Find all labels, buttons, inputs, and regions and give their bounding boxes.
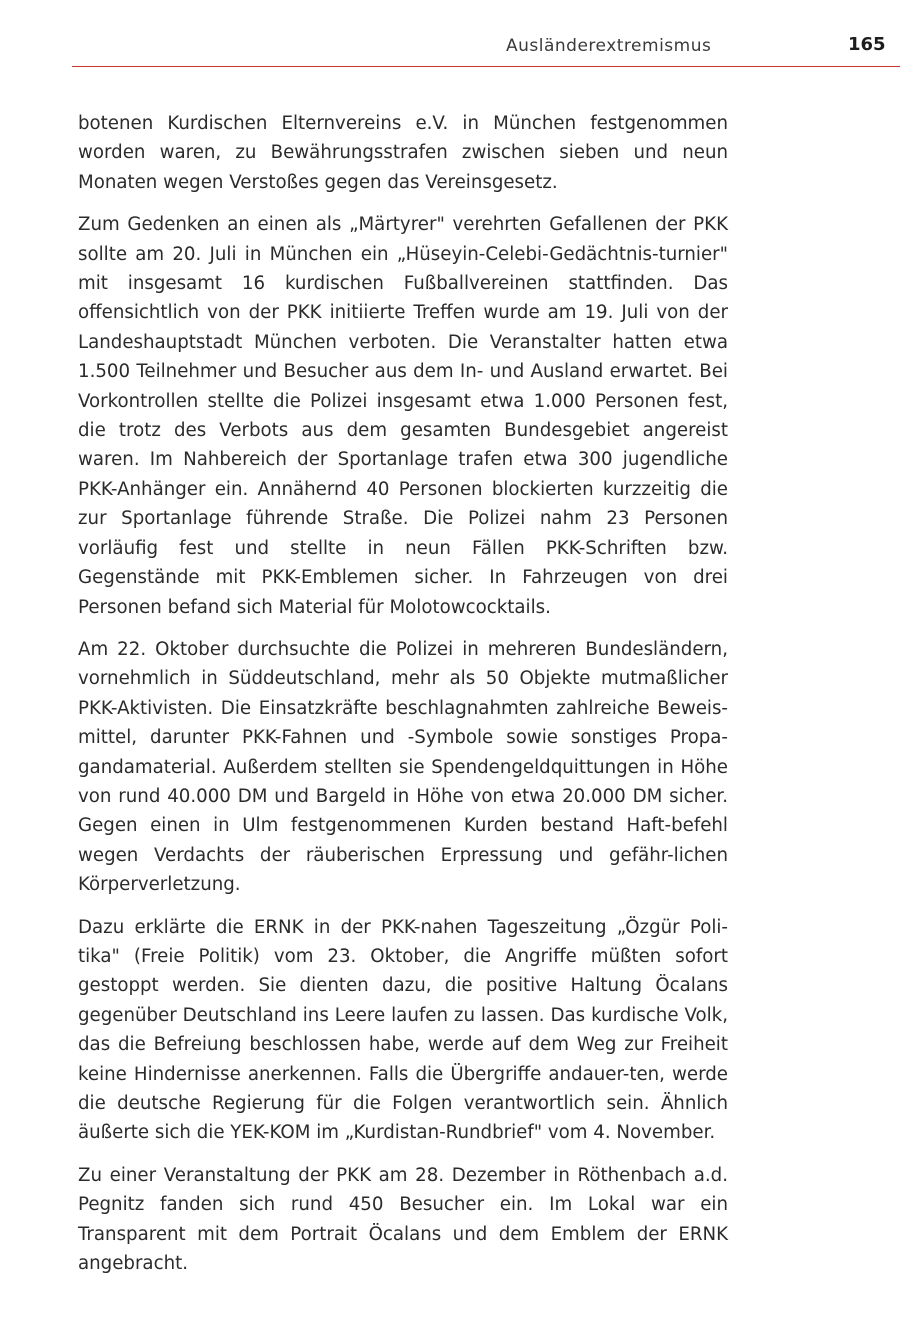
header-rule — [72, 66, 900, 67]
running-title: Ausländerextremismus — [506, 36, 712, 56]
paragraph: botenen Kurdischen Elternvereins e.V. in München festgenommen worden waren, zu Bewährungsstrafen zwischen sieben und neun Monaten wegen Verstoßes gegen das Vereinsgesetz. — [78, 113, 728, 193]
paragraph: Zum Gedenken an einen als „Märtyrer" verehrten Gefallenen der PKK sollte am 20. Juli in München ein „Hüseyin-Celebi-Gedächtnis-turnier" mit insgesamt 16 kurdischen Fußballvereinen stattfinden. Das offensichtlich von der PKK initiierte Treffen wurde am 19. Juli von der Landeshauptstadt München verboten. Die Veranstalter hatten etwa 1.500 Teilnehmer und Besucher aus dem In- und Ausland erwartet. Bei Vorkontrollen stellte die Polizei insgesamt etwa 1.000 Personen fest, die trotz des Verbots aus dem gesamten Bundesgebiet angereist waren. Im Nahbereich der Sportanlage trafen etwa 300 jugendliche PKK-Anhänger ein. Annähernd 40 Personen blockierten kurzzeitig die zur Sportanlage führende Straße. Die Polizei nahm 23 Personen vorläufig fest und stellte in neun Fällen PKK-Schriften bzw. Gegenstände mit PKK-Emblemen sicher. In Fahrzeugen von drei Personen befand sich Material für Molotowcocktails. — [78, 214, 728, 618]
paragraph: Zu einer Veranstaltung der PKK am 28. Dezember in Röthenbach a.d. Pegnitz fanden sich rund 450 Besucher ein. Im Lokal war ein Transparent mit dem Portrait Öcalans und dem Emblem der ERNK angebracht. — [78, 1164, 728, 1275]
page-header — [0, 0, 900, 80]
paragraph: Am 22. Oktober durchsuchte die Polizei in mehreren Bundesländern, vornehmlich in Süddeutschland, mehr als 50 Objekte mutmaßlicher PKK-Aktivisten. Die Einsatzkräfte beschlagnahmten zahlreiche Beweis-mittel, darunter PKK-Fahnen und -Symbole sowie sonstiges Propa-gandamaterial. Außerdem stellten sie Spendengeldquittungen in Höhe von rund 40.000 DM und Bargeld in Höhe von etwa 20.000 DM sicher. Gegen einen in Ulm festgenommenen Kurden bestand Haft-befehl wegen Verdachts der räuberischen Erpressung und gefähr-lichen Körperverletzung. — [78, 638, 728, 896]
page-number: 165 — [848, 34, 886, 55]
paragraph: Dazu erklärte die ERNK in der PKK-nahen Tageszeitung „Özgür Poli-tika" (Freie Politik) vom 23. Oktober, die Angriffe müßten sofort gestoppt werden. Sie dienten dazu, die positive Haltung Öcalans gegenüber Deutschland ins Leere laufen zu lassen. Das kurdische Volk, das die Befreiung beschlossen habe, werde auf dem Weg zur Freiheit keine Hindernisse anerkennen. Falls die Übergriffe andauer-ten, werde die deutsche Regierung für die Folgen verantwortlich sein. Ähnlich äußerte sich die YEK-KOM im „Kurdistan-Rundbrief" vom 4. November. — [78, 916, 728, 1144]
body-text — [78, 109, 728, 1291]
